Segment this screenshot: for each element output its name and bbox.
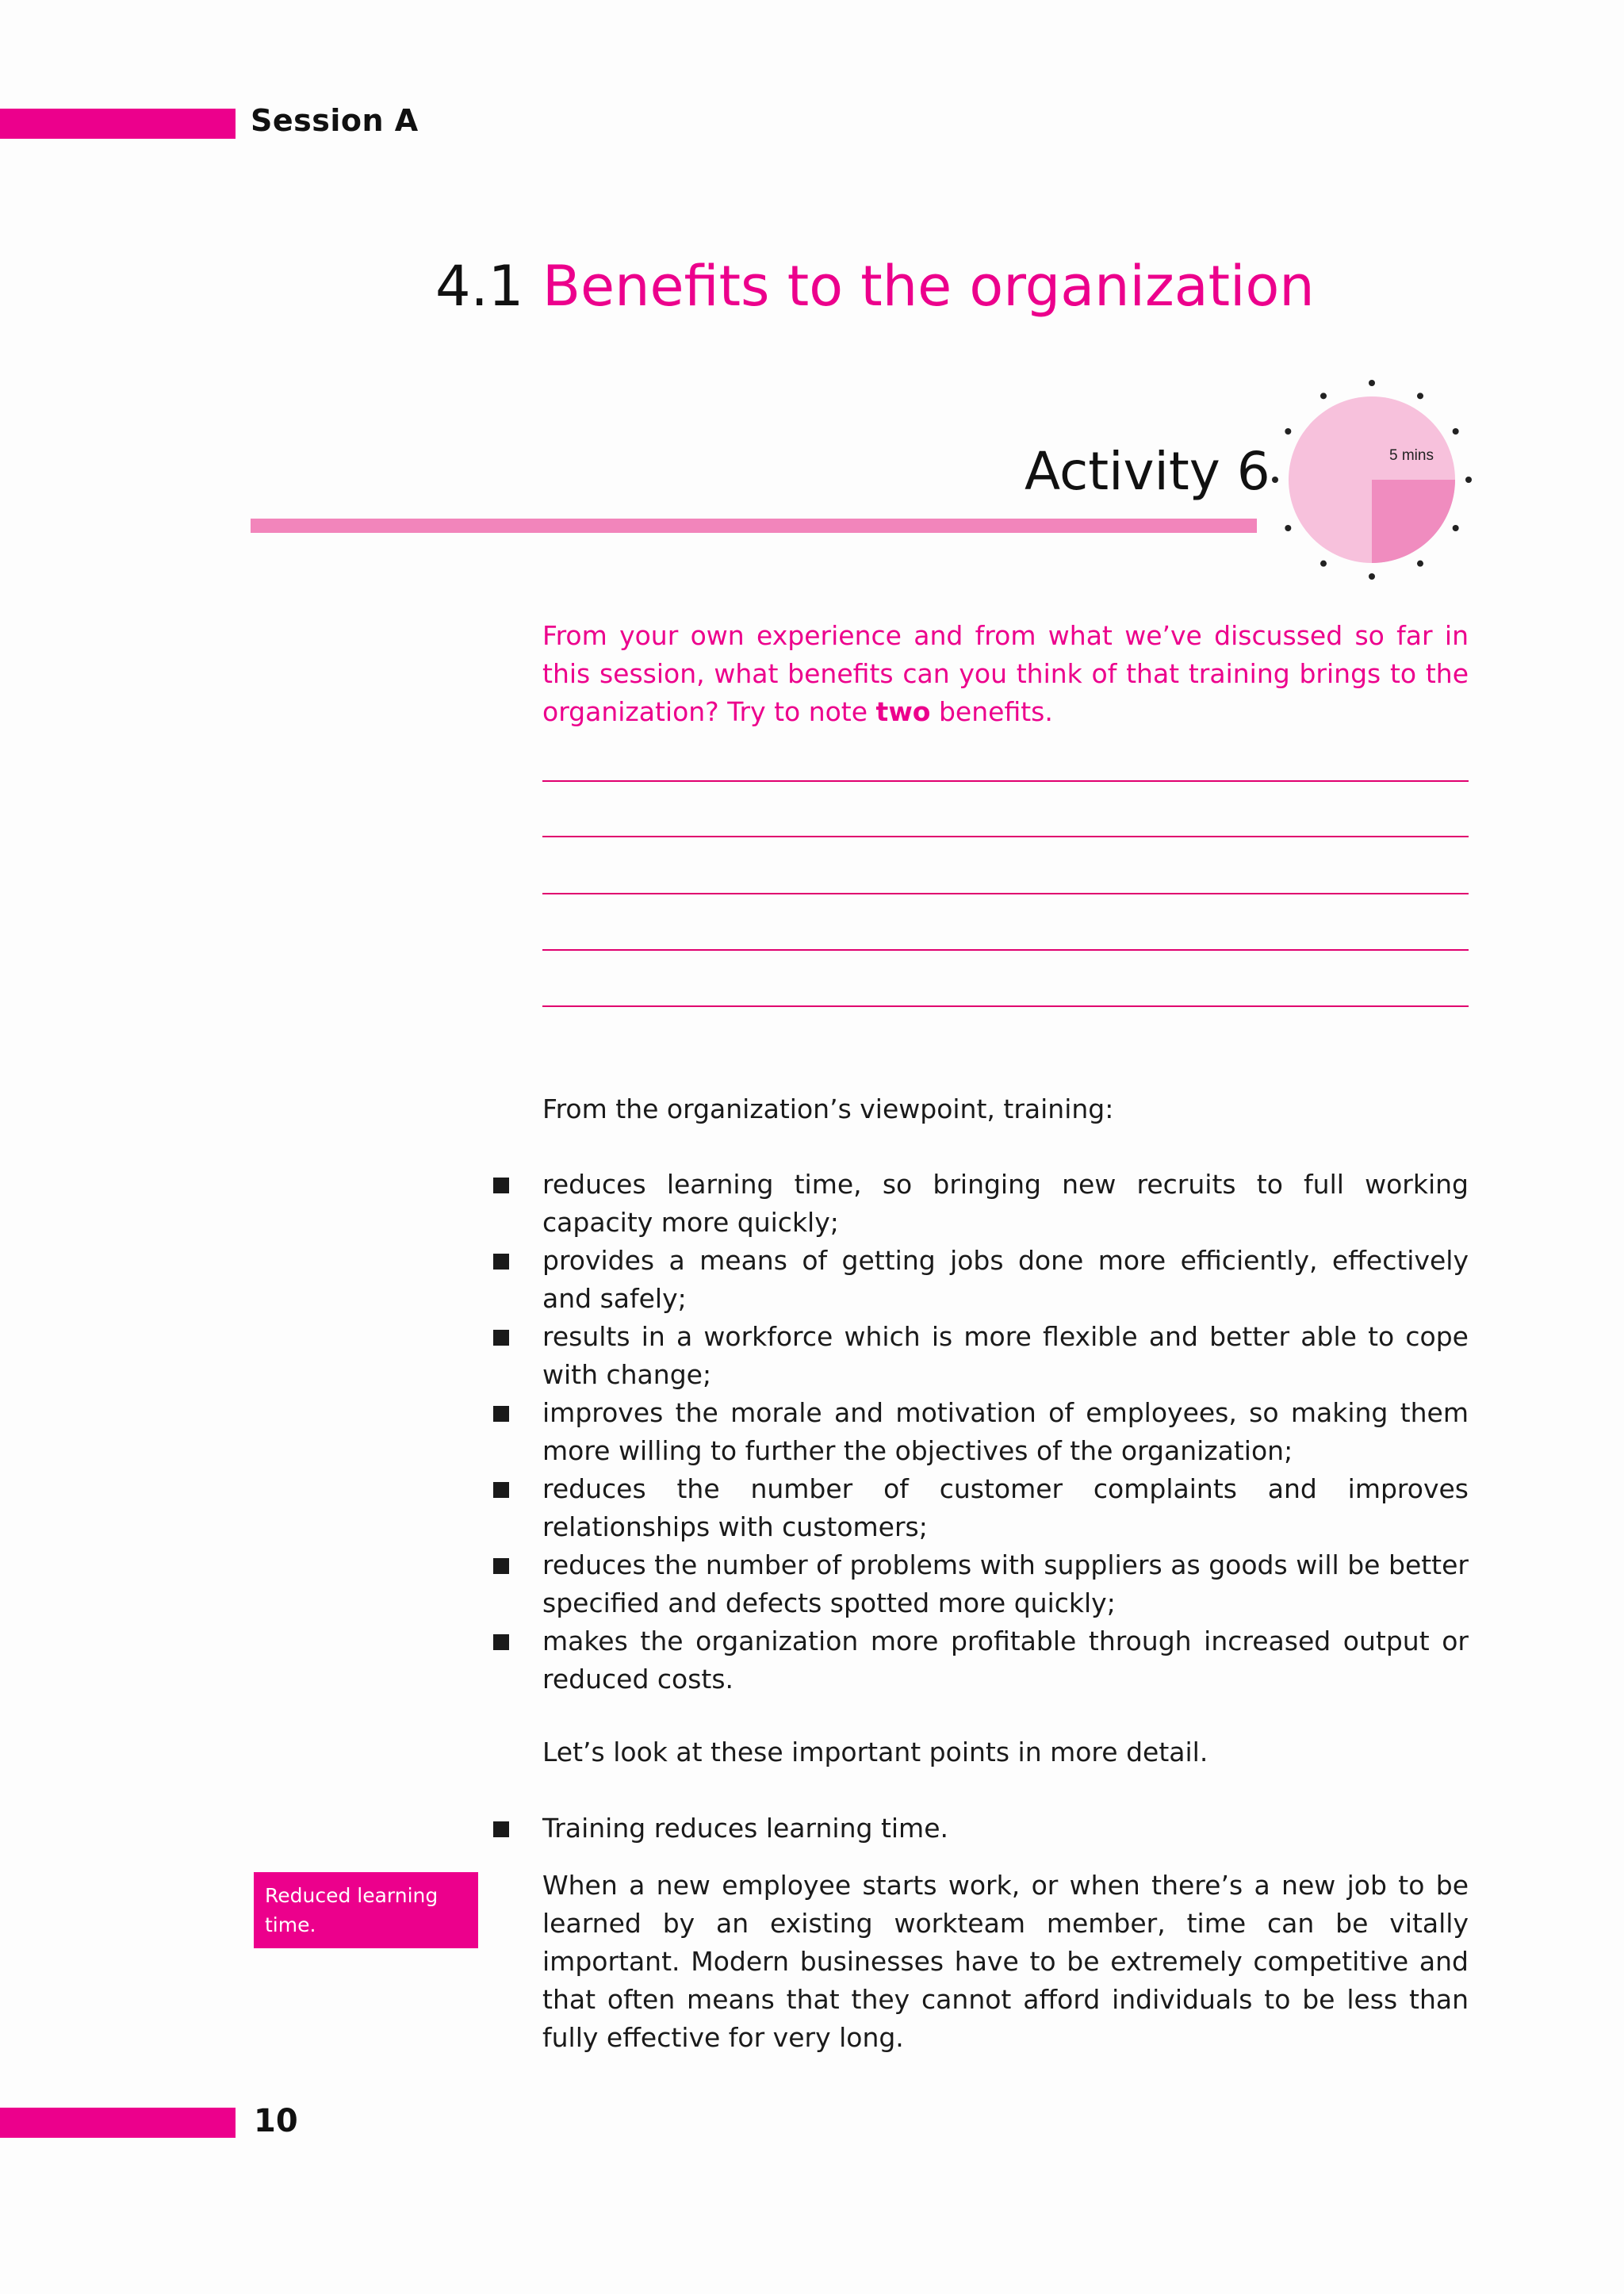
bullet-square-icon xyxy=(493,1482,509,1498)
timer-label: 5 mins xyxy=(1389,447,1434,464)
prompt-text-before: From your own experience and from what we’ve discussed so far in this session, what benefits can you think of that training brings to the organization? Try to note xyxy=(542,620,1469,727)
benefits-intro: From the organization’s viewpoint, training: xyxy=(542,1093,1114,1124)
footer-accent-bar xyxy=(0,2108,236,2138)
activity-title: Activity 6 xyxy=(1025,441,1270,502)
list-item xyxy=(492,1546,1469,1622)
list-item xyxy=(492,1622,1469,1698)
answer-line[interactable] xyxy=(542,893,1469,894)
list-item-text: reduces learning time, so bringing new recruits to full working capacity more quickly; xyxy=(542,1169,1469,1238)
list-item xyxy=(492,1394,1469,1470)
margin-note: Reduced learning time. xyxy=(254,1872,478,1948)
bullet-square-icon xyxy=(493,1330,509,1346)
timer-tick-dot xyxy=(1272,477,1278,483)
detail-paragraph: When a new employee starts work, or when there’s a new job to be learned by an existing workteam member, time can be vitally important. Modern businesses have to be extremely competitive and that often means that they cannot afford individuals to be less than fully effective for very long. xyxy=(542,1870,1469,2053)
header-accent-bar xyxy=(0,109,236,139)
list-item-text: results in a workforce which is more flexible and better able to cope with change; xyxy=(542,1321,1469,1390)
bullet-square-icon xyxy=(493,1178,509,1193)
timer-tick-dot xyxy=(1417,561,1423,567)
timer-tick-dot xyxy=(1453,428,1459,435)
timer-tick-dot xyxy=(1369,573,1375,580)
session-label: Session A xyxy=(251,103,419,138)
timer-tick-dot xyxy=(1320,561,1327,567)
prompt-text-after: benefits. xyxy=(930,696,1053,727)
timer-tick-dot xyxy=(1285,525,1291,531)
timer-tick-dot xyxy=(1369,380,1375,386)
list-item xyxy=(492,1470,1469,1546)
timer-tick-dot xyxy=(1465,477,1472,483)
bullet-square-icon xyxy=(493,1821,509,1837)
list-item-text: reduces the number of problems with suppliers as goods will be better specified and defects spotted more quickly; xyxy=(542,1549,1469,1618)
list-item-text: reduces the number of customer complaints and improves relationships with customers; xyxy=(542,1473,1469,1542)
answer-line[interactable] xyxy=(542,836,1469,837)
activity-prompt xyxy=(542,617,1469,731)
clock-icon xyxy=(1269,373,1475,587)
detail-point-text: Training reduces learning time. xyxy=(542,1813,948,1844)
lets-look-text: Let’s look at these important points in more detail. xyxy=(542,1737,1208,1767)
bullet-square-icon xyxy=(493,1254,509,1270)
answer-line[interactable] xyxy=(542,949,1469,951)
page-number: 10 xyxy=(254,2103,298,2139)
list-item xyxy=(492,1166,1469,1242)
section-number: 4.1 xyxy=(435,254,524,319)
timer-tick-dot xyxy=(1285,428,1291,435)
list-item xyxy=(492,1318,1469,1394)
answer-line[interactable] xyxy=(542,1005,1469,1007)
list-item xyxy=(492,1242,1469,1318)
bullet-square-icon xyxy=(493,1406,509,1422)
list-item-text: improves the morale and motivation of employees, so making them more willing to further the objectives of the organization; xyxy=(542,1397,1469,1466)
list-item-text: makes the organization more profitable through increased output or reduced costs. xyxy=(542,1626,1469,1695)
activity-divider-bar xyxy=(251,519,1257,533)
timer-tick-dot xyxy=(1320,393,1327,399)
benefits-list xyxy=(492,1166,1469,1698)
bullet-square-icon xyxy=(493,1558,509,1574)
timer-elapsed-segment xyxy=(1372,480,1455,563)
section-title: Benefits to the organization xyxy=(542,254,1315,319)
timer-tick-dot xyxy=(1453,525,1459,531)
answer-line[interactable] xyxy=(542,780,1469,782)
bullet-square-icon xyxy=(493,1634,509,1650)
list-item-text: provides a means of getting jobs done more efficiently, effectively and safely; xyxy=(542,1245,1469,1314)
timer-tick-dot xyxy=(1417,393,1423,399)
prompt-bold-word: two xyxy=(875,696,931,727)
